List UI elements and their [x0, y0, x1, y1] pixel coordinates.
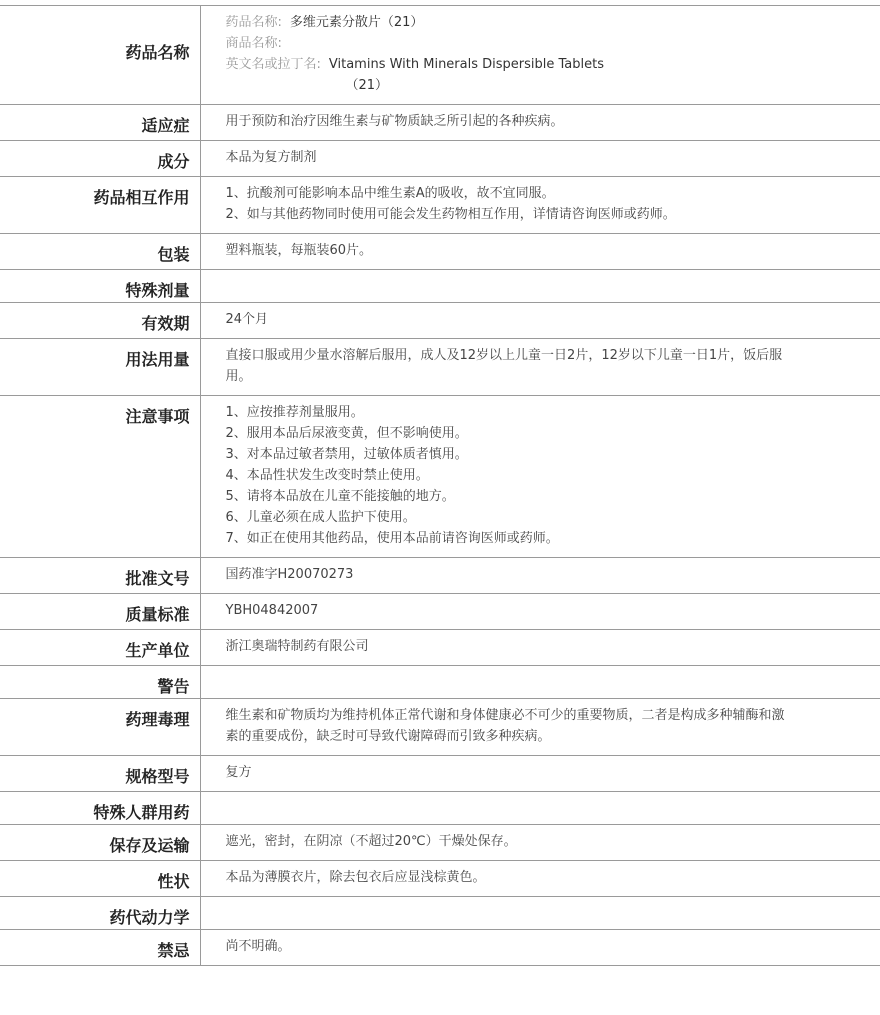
row-label: 适应症 — [0, 105, 200, 141]
row-package — [0, 234, 880, 270]
row-storage — [0, 825, 880, 861]
row-label: 有效期 — [0, 303, 200, 339]
row-value — [200, 699, 880, 756]
row-value — [200, 792, 880, 825]
row-label: 特殊剂量 — [0, 270, 200, 303]
row-value — [200, 756, 880, 792]
text-line: 用于预防和治疗因维生素与矿物质缺乏所引起的各种疾病。 — [226, 111, 880, 132]
row-value — [200, 105, 880, 141]
row-label: 注意事项 — [0, 396, 200, 558]
text-line: 5、请将本品放在儿童不能接触的地方。 — [226, 486, 880, 507]
row-label: 警告 — [0, 666, 200, 699]
text-line: 塑料瓶装，每瓶装60片。 — [226, 240, 880, 261]
row-pharmacology — [0, 699, 880, 756]
drug-spec-table — [0, 5, 880, 966]
row-label: 批准文号 — [0, 558, 200, 594]
row-label: 保存及运输 — [0, 825, 200, 861]
generic-name-value: 多维元素分散片（21） — [290, 15, 424, 30]
text-line: YBH04842007 — [226, 600, 880, 621]
trade-name-line — [226, 33, 880, 54]
text-line: 1、应按推荐剂量服用。 — [226, 402, 880, 423]
row-label: 用法用量 — [0, 339, 200, 396]
text-line: 浙江奥瑞特制药有限公司 — [226, 636, 880, 657]
row-label: 规格型号 — [0, 756, 200, 792]
row-contraindications — [0, 930, 880, 966]
text-line: 24个月 — [226, 309, 880, 330]
row-label: 质量标准 — [0, 594, 200, 630]
row-value — [200, 930, 880, 966]
drug-name-block — [200, 6, 880, 105]
row-manufacturer — [0, 630, 880, 666]
row-label: 药品相互作用 — [0, 177, 200, 234]
row-label: 特殊人群用药 — [0, 792, 200, 825]
text-line: 本品为复方制剂 — [226, 147, 880, 168]
generic-name-key: 药品名称: — [226, 15, 282, 30]
row-label: 成分 — [0, 141, 200, 177]
row-value — [200, 177, 880, 234]
text-line: 遮光，密封，在阴凉（不超过20℃）干燥处保存。 — [226, 831, 880, 852]
row-standard — [0, 594, 880, 630]
row-label: 药理毒理 — [0, 699, 200, 756]
row-value — [200, 666, 880, 699]
row-indications — [0, 105, 880, 141]
row-value — [200, 558, 880, 594]
row-specification — [0, 756, 880, 792]
row-approval — [0, 558, 880, 594]
row-drug-name — [0, 6, 880, 105]
row-label: 性状 — [0, 861, 200, 897]
text-paragraph: 直接口服或用少量水溶解后服用，成人及12岁以上儿童一日2片，12岁以下儿童一日1片，饭后服用。 — [226, 345, 796, 387]
row-label: 药代动力学 — [0, 897, 200, 930]
row-special-dose — [0, 270, 880, 303]
text-line: 3、对本品过敏者禁用，过敏体质者慎用。 — [226, 444, 880, 465]
text-line: 尚不明确。 — [226, 936, 880, 957]
text-line: 2、如与其他药物同时使用可能会发生药物相互作用，详情请咨询医师或药师。 — [226, 204, 880, 225]
row-value — [200, 339, 880, 396]
row-dosage — [0, 339, 880, 396]
text-paragraph: 维生素和矿物质均为维持机体正常代谢和身体健康必不可少的重要物质，二者是构成多种辅酶和激素的重要成份，缺乏时可导致代谢障碍而引致多种疾病。 — [226, 705, 796, 747]
row-value — [200, 825, 880, 861]
row-label: 禁忌 — [0, 930, 200, 966]
text-line: 本品为薄膜衣片，除去包衣后应显浅棕黄色。 — [226, 867, 880, 888]
text-line: 1、抗酸剂可能影响本品中维生素A的吸收，故不宜同服。 — [226, 183, 880, 204]
row-label: 包装 — [0, 234, 200, 270]
row-label: 生产单位 — [0, 630, 200, 666]
row-warning — [0, 666, 880, 699]
row-value — [200, 861, 880, 897]
trade-name-key: 商品名称: — [226, 36, 282, 51]
row-value — [200, 594, 880, 630]
row-interactions — [0, 177, 880, 234]
row-description — [0, 861, 880, 897]
text-line: 7、如正在使用其他药品，使用本品前请咨询医师或药师。 — [226, 528, 880, 549]
generic-name-line — [226, 12, 880, 33]
english-name-value: Vitamins With Minerals Dispersible Tablets — [329, 57, 604, 72]
english-name-line — [226, 54, 880, 75]
text-line: 6、儿童必须在成人监护下使用。 — [226, 507, 880, 528]
row-value — [200, 141, 880, 177]
row-label: 药品名称 — [0, 6, 200, 105]
english-name-continuation: （21） — [226, 75, 880, 96]
row-composition — [0, 141, 880, 177]
text-line: 4、本品性状发生改变时禁止使用。 — [226, 465, 880, 486]
row-value — [200, 396, 880, 558]
text-line: 国药准字H20070273 — [226, 564, 880, 585]
row-value — [200, 897, 880, 930]
row-value — [200, 303, 880, 339]
row-special-population — [0, 792, 880, 825]
text-line: 2、服用本品后尿液变黄，但不影响使用。 — [226, 423, 880, 444]
row-precautions — [0, 396, 880, 558]
english-name-key: 英文名或拉丁名: — [226, 57, 321, 72]
row-value — [200, 630, 880, 666]
row-value — [200, 270, 880, 303]
row-value — [200, 234, 880, 270]
text-line: 复方 — [226, 762, 880, 783]
row-pharmacokinetics — [0, 897, 880, 930]
row-validity — [0, 303, 880, 339]
